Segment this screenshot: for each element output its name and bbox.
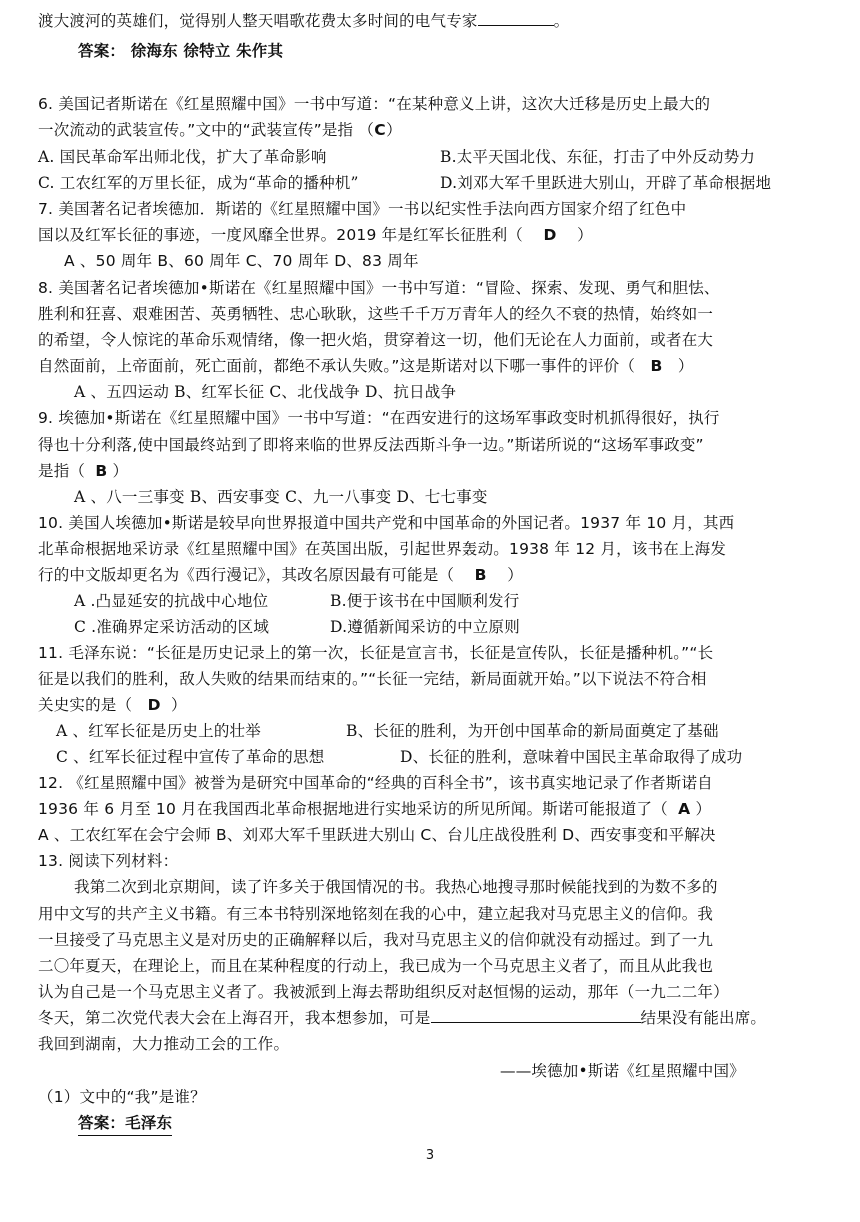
- option-c: C .准确界定采访活动的区域: [74, 618, 270, 636]
- answer-choice: B: [95, 462, 108, 480]
- answer-line: 答案： 徐海东 徐特立 朱作其: [78, 42, 284, 60]
- question-11-line-2: 征是以我们的胜利，敌人失败的结果而结束的。”“长征一完结，新局面就开始。”以下说法不符合相: [38, 670, 707, 688]
- question-12-options: A 、工农红军在会宁会师 B、刘邓大军千里跃进大别山 C、台儿庄战役胜利 D、西安事变和平解决: [38, 826, 716, 844]
- question-11-line-1: 11. 毛泽东说：“长征是历史记录上的第一次，长征是宣言书，长征是宣传队，长征是播种机。”“长: [38, 644, 714, 662]
- option-c: C. 工农红军的万里长征，成为“革命的播种机”: [38, 174, 359, 192]
- question-7-options: A 、50 周年 B、60 周年 C、70 周年 D、83 周年: [64, 252, 419, 270]
- question-8-options: A 、五四运动 B、红军长征 C、北伐战争 D、抗日战争: [74, 383, 457, 401]
- question-9-line-1: 9. 埃德加•斯诺在《红星照耀中国》一书中写道：“在西安进行的这场军事政变时机抓得很好，执行: [38, 409, 720, 427]
- answer-line: 答案：毛泽东: [78, 1112, 172, 1136]
- page-number: 3: [425, 1148, 435, 1163]
- question-10-line-3: 行的中文版却更名为《西行漫记》，其改名原因最有可能是（ B ）: [38, 566, 523, 584]
- option-d: D、长征的胜利，意味着中国民主革命取得了成功: [400, 748, 743, 766]
- question-13-heading: 13. 阅读下列材料：: [38, 852, 179, 870]
- option-a: A. 国民革命军出师北伐，扩大了革命影响: [38, 148, 327, 166]
- question-7-line-2: 国以及红军长征的事迹，一度风靡全世界。2019 年是红军长征胜利（ D ）: [38, 226, 593, 244]
- question-6-line-2: 一次流动的武装宣传。”文中的“武装宣传”是指 （C）: [38, 121, 402, 139]
- question-8-line-4: 自然面前，上帝面前，死亡面前，都绝不承认失败。”这是斯诺对以下哪一事件的评价（ B ）: [38, 357, 694, 375]
- passage-line: 用中文写的共产主义书籍。有三本书特别深地铭刻在我的心中，建立起我对马克思主义的信仰。我: [38, 905, 714, 923]
- passage-line: 一旦接受了马克思主义是对历史的正确解释以后，我对马克思主义的信仰就没有动摇过。到了一九: [38, 931, 714, 949]
- answer-choice: B: [650, 357, 663, 375]
- passage-line: 认为自己是一个马克思主义者了。我被派到上海去帮助组织反对赵恒惕的运动，那年（一九二二年）: [38, 983, 729, 1001]
- passage-line: 二〇年夏天，在理论上，而且在某种程度的行动上，我已成为一个马克思主义者了，而且从此我也: [38, 957, 714, 975]
- question-10-line-1: 10. 美国人埃德加•斯诺是较早向世界报道中国共产党和中国革命的外国记者。1937 年 10 月，其西: [38, 514, 735, 532]
- text-line: 渡大渡河的英雄们，觉得别人整天唱歌花费太多时间的电气专家 。: [38, 12, 570, 30]
- question-12-line-2: 1936 年 6 月至 10 月在我国西北革命根据地进行实地采访的所见所闻。斯诺可能报道了（ A ）: [38, 800, 712, 818]
- option-d: D.刘邓大军千里跃进大别山，开辟了革命根据地: [440, 174, 772, 192]
- answer-choice: B: [474, 566, 487, 584]
- question-9-line-2: 得也十分利落,使中国最终站到了即将来临的世界反法西斯斗争一边。”斯诺所说的“这场军事政变”: [38, 436, 704, 454]
- question-10-line-2: 北革命根据地采访录《红星照耀中国》在英国出版，引起世界轰动。1938 年 12 月，该书在上海发: [38, 540, 727, 558]
- sub-question-1: （1）文中的“我”是谁？: [38, 1088, 206, 1106]
- option-a: A .凸显延安的抗战中心地位: [74, 592, 269, 610]
- passage-line: 冬天，第二次党代表大会在上海召开，我本想参加，可是 结果没有能出席。: [38, 1009, 767, 1027]
- passage-source: ——埃德加•斯诺《红星照耀中国》: [500, 1062, 745, 1080]
- question-11-line-3: 关史实的是（ D ）: [38, 696, 187, 714]
- option-b: B、长征的胜利，为开创中国革命的新局面奠定了基础: [346, 722, 719, 740]
- option-d: D.遵循新闻采访的中立原则: [330, 618, 520, 636]
- passage-line: 我回到湖南，大力推动工会的工作。: [38, 1035, 290, 1053]
- question-9-line-3: 是指（ B ）: [38, 462, 129, 480]
- option-a: A 、红军长征是历史上的壮举: [56, 722, 261, 740]
- answer-blank: [478, 11, 554, 26]
- option-c: C 、红军长征过程中宣传了革命的思想: [56, 748, 325, 766]
- question-8-line-2: 胜利和狂喜、艰难困苦、英勇牺牲、忠心耿耿，这些千千万万青年人的经久不衰的热情，始终如一: [38, 305, 714, 323]
- question-7-line-1: 7. 美国著名记者埃德加．斯诺的《红星照耀中国》一书以纪实性手法向西方国家介绍了红色中: [38, 200, 687, 218]
- question-8-line-1: 8. 美国著名记者埃德加•斯诺在《红星照耀中国》一书中写道：“冒险、探索、发现、勇气和胆怯、: [38, 279, 720, 297]
- question-8-line-3: 的希望，令人惊诧的革命乐观情绪，像一把火焰，贯穿着这一切，他们无论在人力面前，或者在大: [38, 331, 714, 349]
- answer-choice: C: [374, 121, 386, 139]
- answer-choice: A: [678, 800, 691, 818]
- question-12-line-1: 12. 《红星照耀中国》被誉为是研究中国革命的“经典的百科全书”，该书真实地记录了作者斯诺自: [38, 774, 713, 792]
- option-b: B.便于该书在中国顺利发行: [330, 592, 520, 610]
- passage-line: 我第二次到北京期间，读了许多关于俄国情况的书。我热心地搜寻那时候能找到的为数不多的: [74, 878, 718, 896]
- answer-choice: D: [543, 226, 557, 244]
- question-9-options: A 、八一三事变 B、西安事变 C、九一八事变 D、七七事变: [74, 488, 488, 506]
- question-6-line-1: 6. 美国记者斯诺在《红星照耀中国》一书中写道：“在某种意义上讲，这次大迁移是历史上最大的: [38, 95, 711, 113]
- answer-blank: [431, 1008, 641, 1023]
- option-b: B.太平天国北伐、东征，打击了中外反动势力: [440, 148, 756, 166]
- answer-choice: D: [147, 696, 161, 714]
